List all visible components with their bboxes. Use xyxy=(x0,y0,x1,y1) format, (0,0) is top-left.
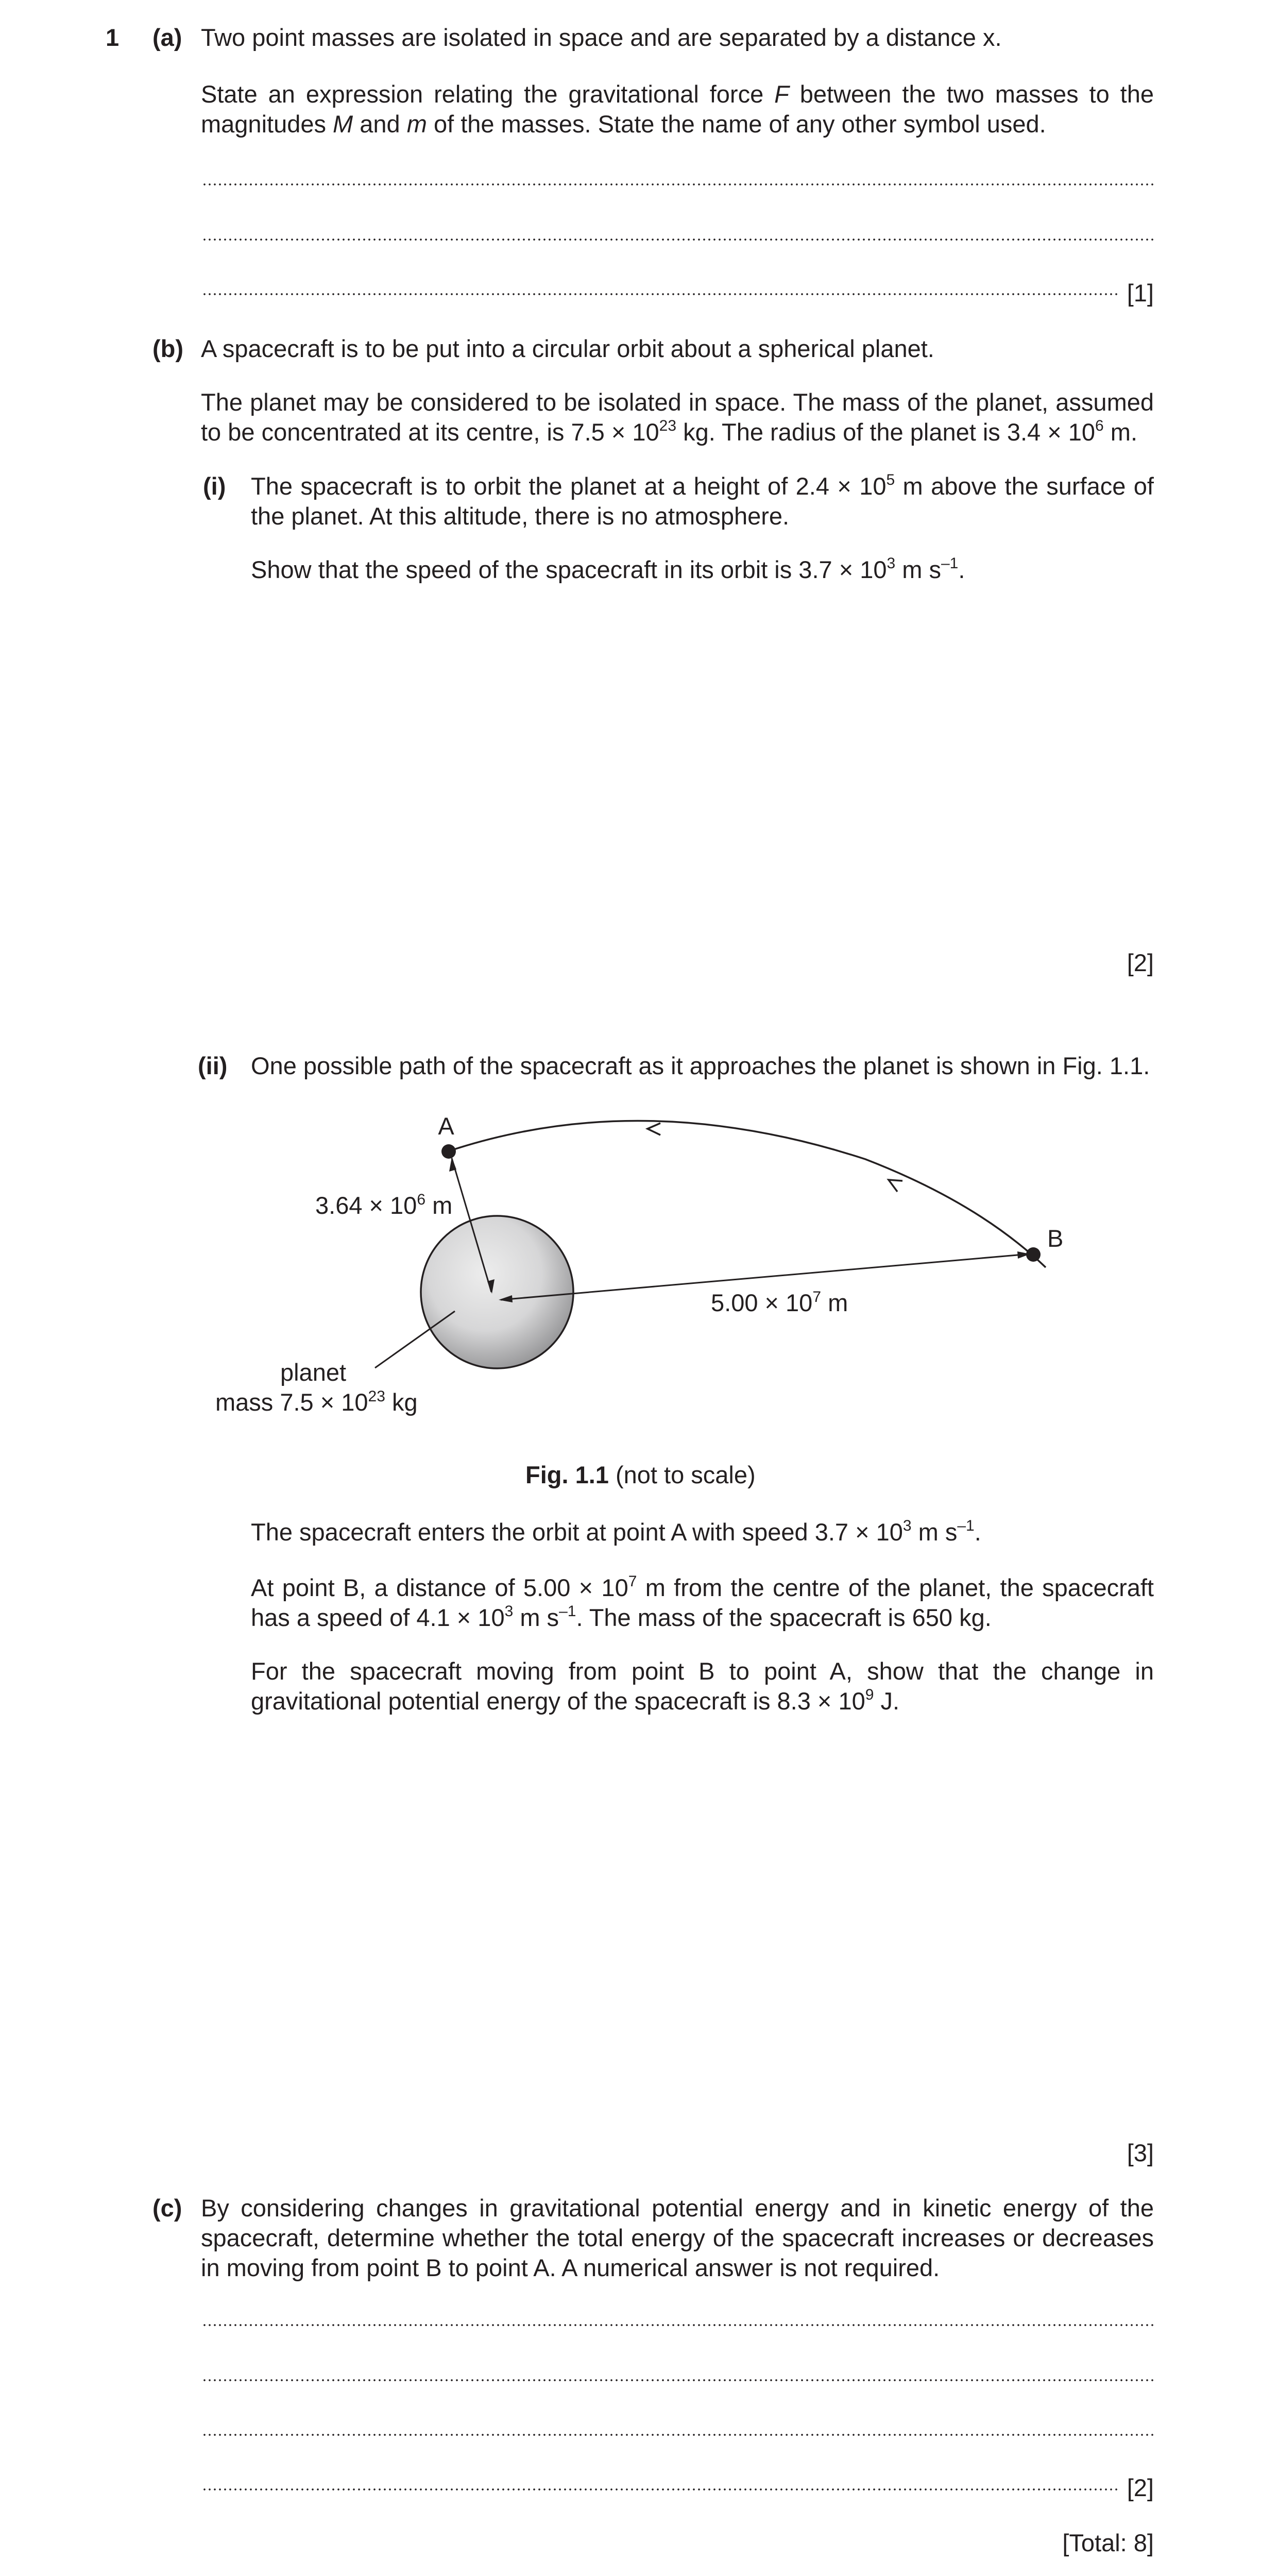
part-bi-show: Show that the speed of the spacecraft in its orbit is $3.7 \times 10^3$ m $s^{-1}$. xyxy=(251,555,965,583)
part-bii-para3: For the spacecraft moving from point B to point A, show that the change in gravitational potential energy of the spacecraft is $8.3 \times 10^9$ J. xyxy=(251,1657,1154,1715)
planet-mass-label: mass $7.5 \times 10^{23}$ kg xyxy=(215,1388,418,1416)
part-b-intro: A spacecraft is to be put into a circular orbit about a spherical planet. xyxy=(201,335,934,362)
point-b-label: B xyxy=(1047,1225,1064,1252)
answer-line-c2[interactable] xyxy=(202,2379,1154,2382)
radius-label: $3.64 \times 10^6$ m xyxy=(315,1191,453,1219)
marks-bii: [3] xyxy=(1127,2139,1154,2166)
part-bii-para1: The spacecraft enters the orbit at point A with speed $3.7 \times 10^3$ m $s^{-1}$. xyxy=(251,1517,981,1546)
marks-a: [1] xyxy=(1127,279,1154,307)
part-a-label: (a) xyxy=(152,24,182,51)
planet-label: planet xyxy=(280,1359,347,1386)
marks-bi: [2] xyxy=(1127,949,1154,976)
orbit-arrow-icon xyxy=(889,1180,902,1192)
planet-sphere xyxy=(421,1216,573,1368)
figure-caption: Fig. 1.1 (not to scale) xyxy=(525,1461,756,1488)
answer-line-c3[interactable] xyxy=(202,2433,1154,2436)
total-marks: [Total: 8] xyxy=(1062,2529,1154,2556)
part-a-instruction: State an expression relating the gravitational force F between the two masses to the magnitudes M and m of the masses. State the name of any other symbol used. xyxy=(201,80,1154,138)
part-bi-paragraph: The spacecraft is to orbit the planet at a height of $2.4 \times 10^5$ m above the surface of the planet. At this altitude, there is no atmosphere. xyxy=(251,471,1154,530)
part-bii-label: (ii) xyxy=(198,1052,228,1079)
part-bii-para2: At point B, a distance of $5.00 \times 10^7$ m from the centre of the planet, the spacecraft has a speed of $4.1 \times 10^3$ m $s^{-1}$. The mass of the spacecraft is 650 kg. xyxy=(251,1573,1154,1631)
marks-c: [2] xyxy=(1127,2474,1154,2501)
part-a-stem: Two point masses are isolated in space and are separated by a distance x. xyxy=(201,24,1002,51)
part-b-label: (b) xyxy=(152,335,184,362)
part-c-paragraph: By considering changes in gravitational potential energy and in kinetic energy of the spacecraft, determine whether the total energy of the spacecraft increases or decreases in moving from point B to point A. A numerical answer is not required. xyxy=(201,2194,1154,2281)
part-bii-intro: One possible path of the spacecraft as it approaches the planet is shown in Fig. 1.1. xyxy=(251,1052,1150,1079)
answer-line-c4[interactable] xyxy=(202,2488,1119,2491)
part-bi-label: (i) xyxy=(203,472,226,500)
point-a-label: A xyxy=(438,1112,454,1140)
question-number: 1 xyxy=(106,24,120,51)
working-space-bii[interactable] xyxy=(251,1731,1154,2112)
distance-label: $5.00 \times 10^7$ m xyxy=(711,1289,848,1316)
part-c-label: (c) xyxy=(152,2194,182,2222)
orbit-arrow-icon xyxy=(647,1123,660,1135)
point-b-marker xyxy=(1026,1247,1041,1262)
part-b-paragraph: The planet may be considered to be isolated in space. The mass of the planet, assumed to be concentrated at its centre, is $7.5 \times 10^{23}$ kg. The radius of the planet is $3.4 \times 10^6$ m. xyxy=(201,388,1154,446)
answer-line-c1[interactable] xyxy=(202,2324,1154,2327)
point-a-marker xyxy=(441,1144,456,1159)
